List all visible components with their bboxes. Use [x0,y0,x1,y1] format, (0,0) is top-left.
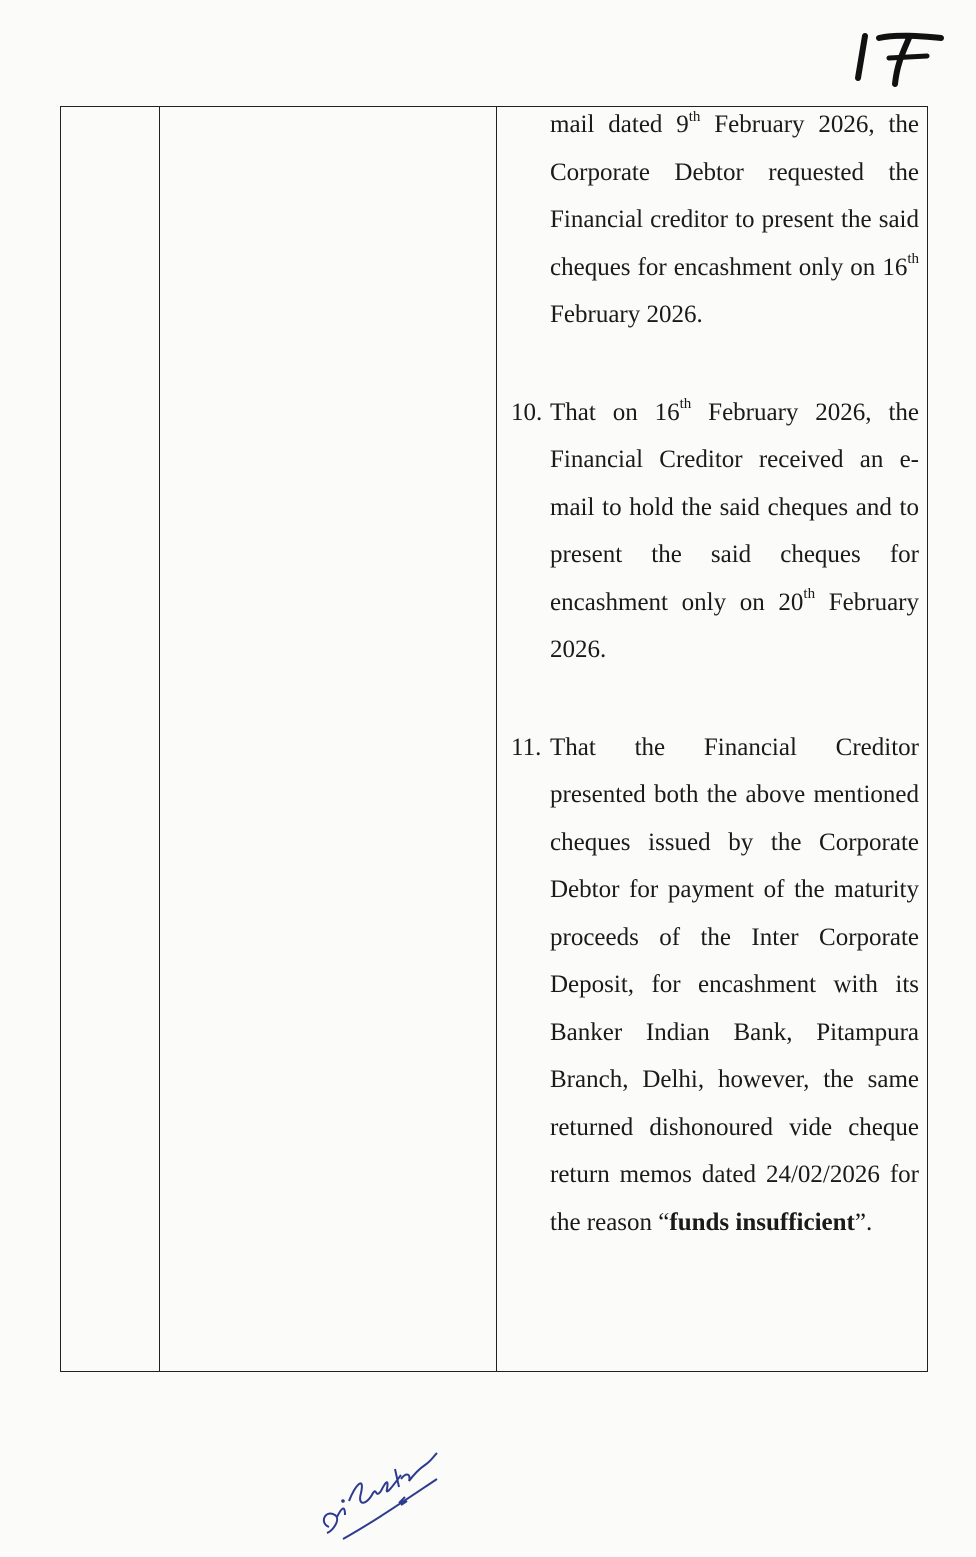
superscript: th [688,108,701,125]
superscript: th [679,396,692,413]
table-column-divider-1 [159,107,160,1371]
paragraph-text: That on 16 [550,398,680,426]
paragraph-text: February 2026. [550,588,919,663]
signature [315,1435,440,1545]
paragraph-text: mail dated 9 [550,111,689,138]
bold-text: funds insufficient [669,1208,855,1236]
paragraph-11 [511,724,919,1247]
paragraph-10 [511,389,919,674]
paragraph-text: February 2026. [550,301,703,328]
table-column-divider-2 [496,107,497,1371]
superscript: th [803,586,816,603]
paragraph-number: 11. [511,733,542,761]
document-table [60,106,928,1372]
paragraph-text: ”. [854,1208,873,1236]
paragraph-continued [511,101,919,339]
paragraph-text: That the Financial Creditor presented both the above mentioned cheques issued by the Corporate Debtor for payment of the maturity proceeds of the Inter Corporate Deposit, for encashment with its Banker Indian Bank, Pitampura Branch, Delhi, however, the same returned dishonoured vide cheque return memos dated 24/02/2026 for the reason “ [550,733,919,1236]
superscript: th [907,251,919,268]
paragraph-text: February 2026, the Financial Creditor received an e-mail to hold the said cheques and to present the said cheques for encashment only on 20 [550,398,919,616]
paragraph-text: February 2026, the Corporate Debtor requested the Financial creditor to present the said cheques for encashment only on 16 [550,111,919,281]
paragraph-number: 10. [511,398,543,426]
content-column [511,107,919,1246]
page-number-handwritten [853,18,953,88]
